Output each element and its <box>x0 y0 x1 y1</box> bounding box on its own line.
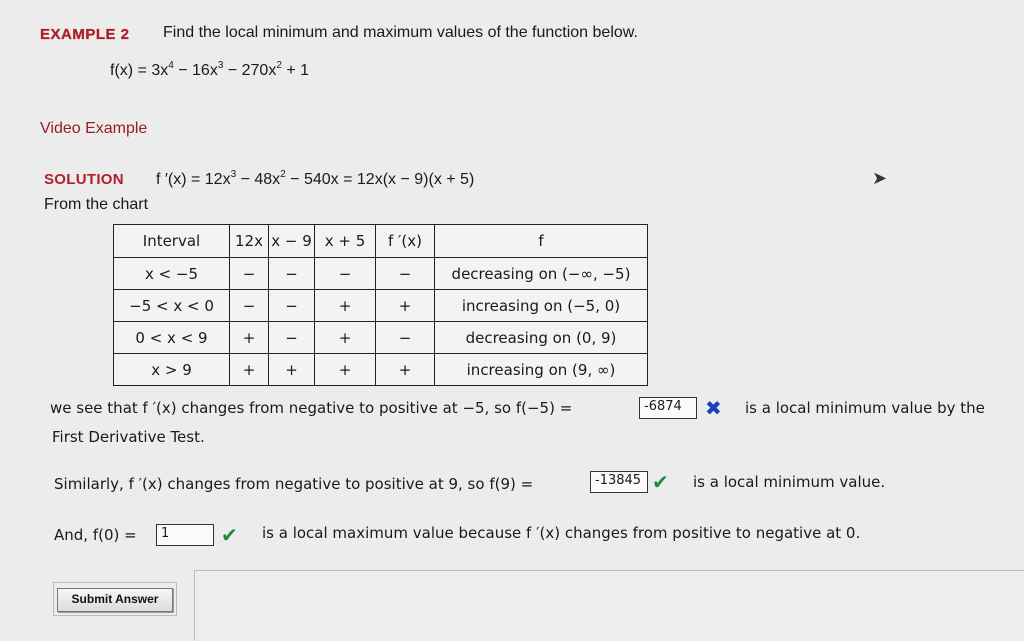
mouse-pointer-icon: ➤ <box>872 168 888 188</box>
sign-cell: − <box>315 258 376 290</box>
statement-1-continuation: First Derivative Test. <box>52 428 205 446</box>
statement-2-after: is a local minimum value. <box>693 473 886 491</box>
solution-label: SOLUTION <box>44 171 124 188</box>
header-x-plus-5: x + 5 <box>315 225 376 258</box>
sign-cell: + <box>230 322 269 354</box>
sign-cell: − <box>269 290 315 322</box>
function-definition: $f(x) = 3x^4 - 16x^3 - 270x^2 + 1$ <box>110 60 310 79</box>
sign-cell: + <box>315 290 376 322</box>
header-x-minus-9: x − 9 <box>269 225 315 258</box>
table-row <box>114 354 648 386</box>
video-example-link[interactable]: Video Example <box>40 120 148 137</box>
interval-cell: −5 < x < 0 <box>114 290 230 322</box>
chart-intro: From the chart <box>44 196 149 213</box>
sign-cell: + <box>230 354 269 386</box>
table-header-row <box>114 225 648 258</box>
problem-prompt: Find the local minimum and maximum values of the function below. <box>163 24 638 41</box>
behavior-cell: increasing on (9, ∞) <box>435 354 648 386</box>
submit-answer-button[interactable]: Submit Answer <box>57 588 173 612</box>
table-row <box>114 322 648 354</box>
sign-chart-table <box>113 224 648 386</box>
behavior-cell: decreasing on (−∞, −5) <box>435 258 648 290</box>
check-mark-icon: ✔ <box>652 472 669 494</box>
header-12x: 12x <box>230 225 269 258</box>
header-f: f <box>435 225 648 258</box>
interval-cell: x < −5 <box>114 258 230 290</box>
sign-cell: − <box>269 322 315 354</box>
interval-cell: 0 < x < 9 <box>114 322 230 354</box>
header-interval: Interval <box>114 225 230 258</box>
statement-2-text: Similarly, f ′(x) changes from negative to positive at 9, so f(9) = <box>54 475 534 493</box>
sign-cell: + <box>376 354 435 386</box>
sign-cell: − <box>376 322 435 354</box>
answer-area-panel <box>194 570 1024 641</box>
answer-input-f-0[interactable]: 1 <box>156 524 214 546</box>
check-mark-icon: ✔ <box>221 525 238 547</box>
example-label: EXAMPLE 2 <box>40 26 130 43</box>
statement-1-text: we see that f ′(x) changes from negative to positive at −5, so f(−5) = <box>50 399 573 417</box>
table-row <box>114 290 648 322</box>
behavior-cell: increasing on (−5, 0) <box>435 290 648 322</box>
answer-input-f-minus-5[interactable]: -6874 <box>639 397 697 419</box>
sign-cell: + <box>315 354 376 386</box>
x-mark-icon: ✖ <box>705 398 722 420</box>
behavior-cell: decreasing on (0, 9) <box>435 322 648 354</box>
table-row <box>114 258 648 290</box>
interval-cell: x > 9 <box>114 354 230 386</box>
derivative-expression: f $'(x) = 12x^3 - 48x^2 - 540x = 12x(x - 9)(x + 5)$ <box>156 169 475 188</box>
sign-cell: + <box>269 354 315 386</box>
statement-3-after: is a local maximum value because f ′(x) changes from positive to negative at 0. <box>262 524 861 542</box>
statement-3-text: And, f(0) = <box>54 526 137 544</box>
sign-cell: − <box>269 258 315 290</box>
sign-cell: − <box>376 258 435 290</box>
sign-cell: − <box>230 290 269 322</box>
statement-1-after: is a local minimum value by the <box>745 399 985 417</box>
sign-cell: − <box>230 258 269 290</box>
sign-cell: + <box>315 322 376 354</box>
sign-cell: + <box>376 290 435 322</box>
header-f-prime: f ′(x) <box>376 225 435 258</box>
answer-input-f-9[interactable]: -13845 <box>590 471 648 493</box>
